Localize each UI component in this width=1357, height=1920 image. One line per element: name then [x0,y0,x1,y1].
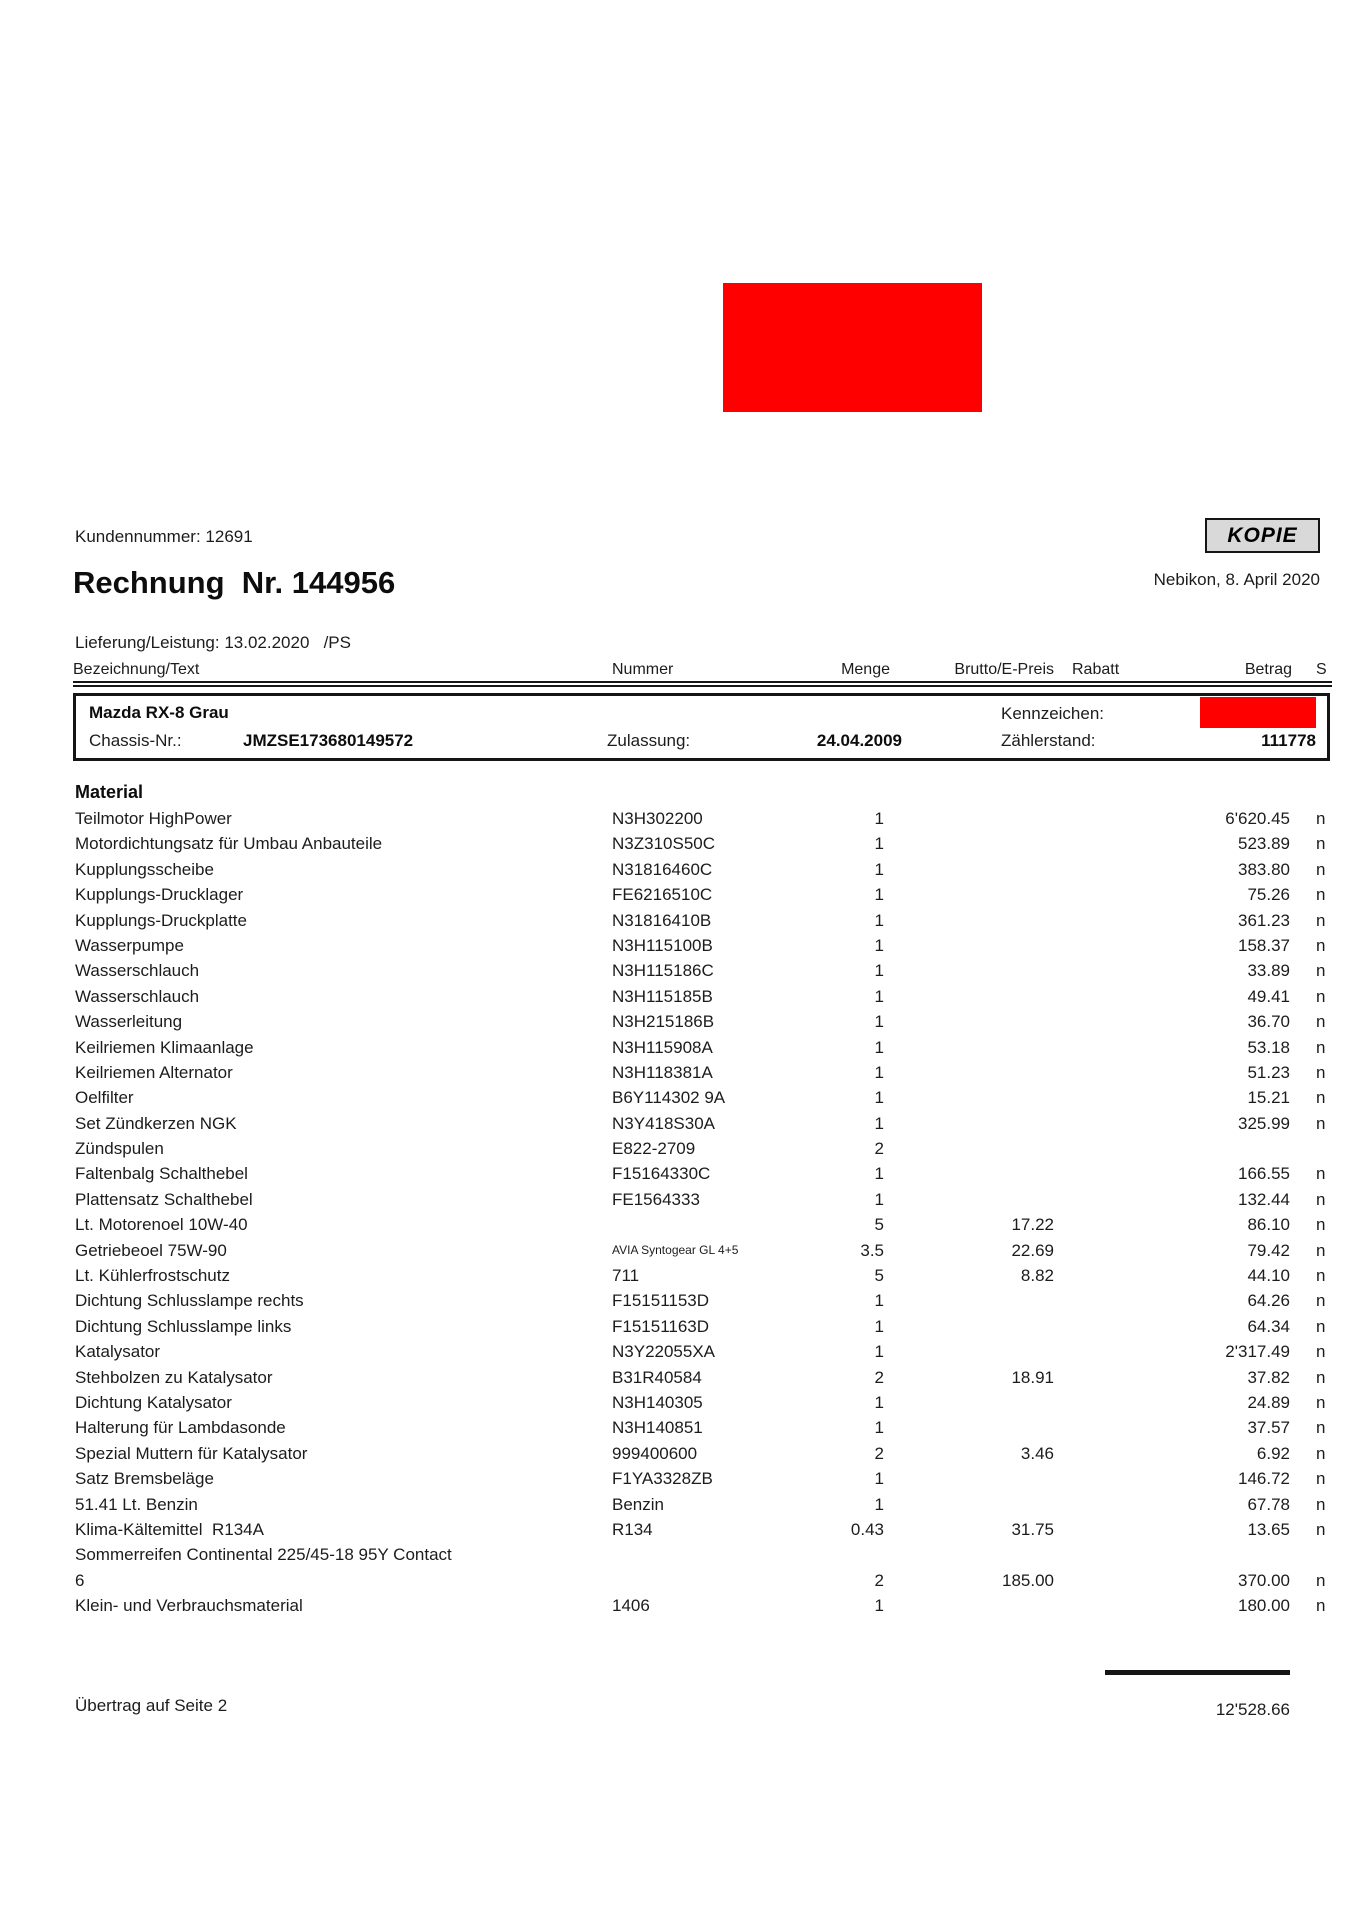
item-quantity: 1 [874,1088,884,1108]
item-quantity: 1 [874,1342,884,1362]
item-part-number: N3H118381A [612,1062,713,1082]
item-part-number: E822-2709 [612,1139,696,1159]
item-part-number: N3H302200 [612,809,703,828]
item-vat-code: n [1316,935,1326,955]
item-vat-code: n [1316,834,1326,854]
items-list [0,806,1357,1619]
item-vat-code: n [1316,1113,1326,1133]
table-row [0,1517,1357,1542]
item-description: Klima-Kältemittel R134A [75,1519,264,1539]
vehicle-info-box [73,693,1330,761]
item-quantity: 1 [874,910,884,930]
item-description: Teilmotor HighPower [75,809,232,828]
item-part-number: N31816410B [612,910,712,930]
place-date: Nebikon, 8. April 2020 [1153,570,1320,589]
item-amount: 6'620.45 [1225,809,1290,828]
column-header-quantity: Menge [841,661,890,678]
table-row [0,1542,1357,1567]
item-description: Katalysator [75,1342,161,1362]
item-quantity: 1 [874,1316,884,1336]
column-header-amount: Betrag [1244,661,1292,678]
item-description: 51.41 Lt. Benzin [75,1494,198,1514]
item-amount: 2'317.49 [1225,1342,1290,1362]
item-quantity: 0.43 [850,1519,884,1539]
item-part-number: N3H115908A [612,1037,713,1057]
column-header-s: S [1316,661,1327,678]
table-row [0,1390,1357,1415]
table-row [0,882,1357,907]
item-quantity: 1 [874,1062,884,1082]
item-amount: 64.26 [1247,1291,1290,1311]
item-description: Sommerreifen Continental 225/45-18 95Y Contact [75,1545,452,1565]
item-vat-code: n [1316,1062,1326,1082]
item-vat-code: n [1316,859,1326,879]
item-description: Halterung für Lambdasonde [75,1418,286,1438]
item-amount: 180.00 [1238,1596,1290,1616]
item-description: Faltenbalg Schalthebel [75,1164,248,1184]
item-amount: 383.80 [1238,859,1290,879]
table-row [0,1085,1357,1110]
item-amount: 24.89 [1247,1392,1290,1412]
table-row [0,1035,1357,1060]
table-row [0,908,1357,933]
item-quantity: 2 [874,1443,884,1463]
item-description: Spezial Muttern für Katalysator [75,1443,308,1463]
item-quantity: 1 [874,1189,884,1209]
item-quantity: 1 [874,1494,884,1514]
item-part-number: N3H140851 [612,1418,703,1438]
item-amount: 15.21 [1247,1088,1290,1108]
item-part-number: N3H115185B [612,986,713,1006]
table-row [0,1339,1357,1364]
item-amount: 67.78 [1247,1494,1290,1514]
item-part-number: F15164330C [612,1164,711,1184]
table-row [0,1187,1357,1212]
table-row [0,933,1357,958]
chassis-number: JMZSE173680149572 [243,731,414,750]
item-amount: 13.65 [1247,1519,1290,1539]
item-vat-code: n [1316,1316,1326,1336]
table-row [0,1009,1357,1034]
odometer-label: Zählerstand: [1001,731,1096,750]
section-title-material: Material [75,782,144,802]
table-row [0,806,1357,831]
item-description: Dichtung Schlusslampe links [75,1316,292,1336]
item-vat-code: n [1316,1596,1326,1616]
item-vat-code: n [1316,1519,1326,1539]
table-row [0,1161,1357,1186]
item-amount: 53.18 [1247,1037,1290,1057]
item-amount: 49.41 [1247,986,1290,1006]
item-vat-code: n [1316,1012,1326,1032]
item-unit-price: 185.00 [1002,1570,1054,1590]
item-vat-code: n [1316,1570,1326,1590]
logo-redaction-box [723,283,982,412]
item-part-number: R134 [612,1519,653,1539]
item-part-number: FE6216510C [612,885,713,905]
item-quantity: 5 [874,1266,884,1286]
item-part-number: 1406 [612,1596,650,1616]
item-unit-price: 22.69 [1011,1240,1054,1260]
item-amount: 51.23 [1247,1062,1290,1082]
item-part-number: B31R40584 [612,1367,702,1387]
item-amount: 86.10 [1247,1215,1290,1235]
item-quantity: 5 [874,1215,884,1235]
item-vat-code: n [1316,986,1326,1006]
plate-redaction-box [1200,697,1316,728]
item-description: Kupplungsscheibe [75,859,214,879]
odometer-value: 111778 [1261,731,1316,750]
item-unit-price: 31.75 [1011,1519,1054,1539]
item-vat-code: n [1316,910,1326,930]
item-part-number: N3Z310S50C [612,834,716,854]
item-amount: 146.72 [1238,1469,1290,1489]
item-quantity: 1 [874,1164,884,1184]
item-description: Keilriemen Alternator [75,1062,233,1082]
item-quantity: 1 [874,1469,884,1489]
delivery-date-line: Lieferung/Leistung: 13.02.2020 /PS [75,633,351,652]
item-part-number: B6Y114302 9A [612,1088,726,1108]
item-part-number: F15151153D [612,1291,710,1311]
table-row [0,1238,1357,1263]
item-vat-code: n [1316,1037,1326,1057]
item-quantity: 1 [874,809,884,828]
item-part-number: N3H215186B [612,1012,715,1032]
column-header-number: Nummer [612,661,674,678]
item-description: Stehbolzen zu Katalysator [75,1367,273,1387]
item-vat-code: n [1316,1189,1326,1209]
item-part-number: 711 [612,1266,640,1286]
item-vat-code: n [1316,1469,1326,1489]
item-amount: 36.70 [1247,1012,1290,1032]
item-quantity: 2 [874,1367,884,1387]
item-quantity: 2 [874,1570,884,1590]
item-part-number: N3Y418S30A [612,1113,716,1133]
item-unit-price: 8.82 [1020,1266,1054,1286]
subtotal-rule [1105,1670,1290,1675]
item-vat-code: n [1316,1342,1326,1362]
item-description: Motordichtungsatz für Umbau Anbauteile [75,834,383,854]
item-quantity: 1 [874,885,884,905]
header-divider-rule [73,681,1332,687]
item-amount: 64.34 [1247,1316,1290,1336]
item-vat-code: n [1316,1088,1326,1108]
table-row [0,1365,1357,1390]
column-header-discount: Rabatt [1072,661,1120,678]
item-vat-code: n [1316,1215,1326,1235]
registration-date: 24.04.2009 [816,731,902,750]
item-quantity: 1 [874,935,884,955]
item-description: Dichtung Katalysator [75,1392,232,1412]
item-quantity: 1 [874,834,884,854]
table-row [0,1263,1357,1288]
item-quantity: 1 [874,961,884,981]
item-description: Oelfilter [75,1088,134,1108]
item-unit-price: 18.91 [1011,1367,1054,1387]
table-row [0,1314,1357,1339]
item-vat-code: n [1316,885,1326,905]
item-quantity: 1 [874,1012,884,1032]
item-part-number: F1YA3328ZB [612,1469,713,1489]
vehicle-model: Mazda RX-8 Grau [89,703,229,722]
item-part-number: N3Y22055XA [612,1342,716,1362]
item-amount: 6.92 [1256,1443,1290,1463]
item-part-number: N3H115186C [612,961,714,981]
table-row [0,1593,1357,1618]
item-vat-code: n [1316,1367,1326,1387]
item-description: Keilriemen Klimaanlage [75,1037,254,1057]
table-row [0,1441,1357,1466]
item-part-number: N3H115100B [612,935,713,955]
item-amount: 132.44 [1238,1189,1290,1209]
item-quantity: 1 [874,1113,884,1133]
table-row [0,1212,1357,1237]
plate-label: Kennzeichen: [1001,704,1105,723]
item-amount: 370.00 [1238,1570,1290,1590]
item-part-number: N3H140305 [612,1392,703,1412]
item-quantity: 1 [874,1596,884,1616]
table-row [0,1060,1357,1085]
item-quantity: 2 [874,1139,884,1159]
item-vat-code: n [1316,1164,1326,1184]
item-vat-code: n [1316,1494,1326,1514]
item-part-number: Benzin [612,1494,664,1514]
chassis-label: Chassis-Nr.: [89,731,182,750]
registration-label: Zulassung: [607,731,691,750]
item-description: Kupplungs-Drucklager [75,885,244,905]
item-part-number: FE1564333 [612,1189,700,1209]
table-row [0,984,1357,1009]
table-row [0,958,1357,983]
invoice-title: Rechnung Nr. 144956 [73,565,396,600]
table-row [0,1136,1357,1161]
item-part-number: F15151163D [612,1316,710,1336]
copy-badge: KOPIE [1205,518,1320,553]
item-vat-code: n [1316,1240,1326,1260]
item-description: Lt. Motorenoel 10W-40 [75,1215,248,1235]
column-header-description: Bezeichnung/Text [73,661,200,678]
item-description: Zündspulen [75,1139,164,1159]
item-description: Wasserpumpe [75,935,184,955]
table-row [0,1111,1357,1136]
item-description: Getriebeoel 75W-90 [75,1240,227,1260]
item-vat-code: n [1316,1266,1326,1286]
item-vat-code: n [1316,809,1326,828]
item-part-number: N31816460C [612,859,713,879]
item-description: Wasserleitung [75,1012,183,1032]
item-description: Wasserschlauch [75,986,200,1006]
table-row [0,1288,1357,1313]
table-row [0,1415,1357,1440]
item-amount: 79.42 [1247,1240,1290,1260]
item-amount: 44.10 [1247,1266,1290,1286]
item-quantity: 3.5 [860,1240,884,1260]
item-description: Set Zündkerzen NGK [75,1113,237,1133]
item-amount: 37.57 [1247,1418,1290,1438]
item-unit-price: 17.22 [1011,1215,1054,1235]
item-vat-code: n [1316,1392,1326,1412]
item-vat-code: n [1316,961,1326,981]
item-amount: 158.37 [1238,935,1290,955]
item-description: Satz Bremsbeläge [75,1469,214,1489]
carryover-amount: 12'528.66 [1215,1700,1290,1719]
item-vat-code: n [1316,1291,1326,1311]
table-row [0,857,1357,882]
item-quantity: 1 [874,1392,884,1412]
item-description: Dichtung Schlusslampe rechts [75,1291,304,1311]
item-quantity: 1 [874,1291,884,1311]
item-quantity: 1 [874,1037,884,1057]
item-description: 6 [75,1570,85,1590]
item-amount: 75.26 [1247,885,1290,905]
item-quantity: 1 [874,1418,884,1438]
item-vat-code: n [1316,1418,1326,1438]
table-row [0,831,1357,856]
item-amount: 37.82 [1247,1367,1290,1387]
item-amount: 166.55 [1238,1164,1290,1184]
item-amount: 361.23 [1238,910,1290,930]
item-quantity: 1 [874,859,884,879]
carryover-label: Übertrag auf Seite 2 [75,1696,228,1715]
item-description: Kupplungs-Druckplatte [75,910,247,930]
table-row [0,1568,1357,1593]
table-row [0,1492,1357,1517]
table-row [0,1466,1357,1491]
item-amount: 325.99 [1238,1113,1290,1133]
customer-number-line: Kundennummer: 12691 [75,527,253,546]
item-vat-code: n [1316,1443,1326,1463]
item-description: Klein- und Verbrauchsmaterial [75,1596,303,1616]
item-description: Lt. Kühlerfrostschutz [75,1266,230,1286]
column-header-unit-price: Brutto/E-Preis [954,661,1054,678]
item-quantity: 1 [874,986,884,1006]
item-part-number: AVIA Syntogear GL 4+5 [612,1242,739,1257]
item-part-number: 999400600 [612,1443,698,1463]
item-unit-price: 3.46 [1020,1443,1054,1463]
item-amount: 523.89 [1238,834,1290,854]
item-description: Plattensatz Schalthebel [75,1189,253,1209]
item-description: Wasserschlauch [75,961,200,981]
item-amount: 33.89 [1247,961,1290,981]
